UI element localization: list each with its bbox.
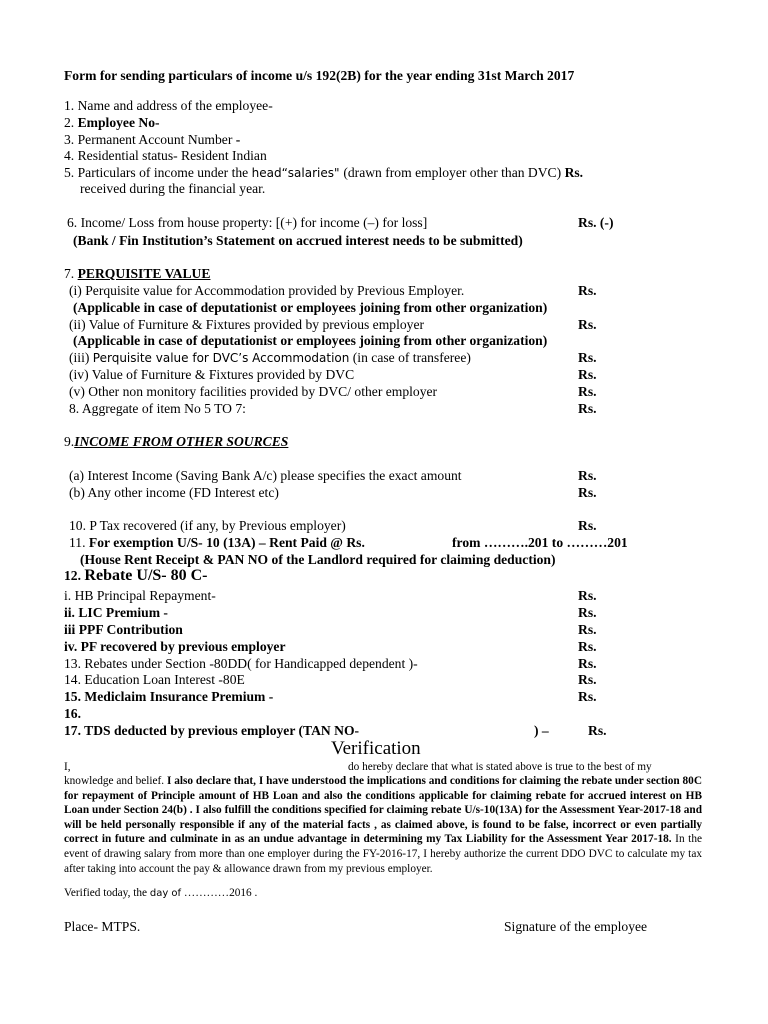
item-8-aggregate: 8. Aggregate of item No 5 TO 7:: [69, 401, 246, 416]
perquisite-ii-note: (Applicable in case of deputationist or employees joining from other organization): [73, 333, 548, 348]
item-3-label: 3. Permanent Account Number: [64, 132, 233, 147]
item-11-number: 11.: [69, 535, 86, 550]
place: Place- MTPS.: [64, 919, 141, 934]
item-15-rs: Rs.: [578, 689, 597, 704]
form-title: Form for sending particulars of income u/s 192(2B) for the year ending 31st March 2017: [64, 68, 575, 83]
perquisite-iii-label: Perquisite value for DVC’s Accommodation: [92, 351, 350, 365]
item-17-tds: 17. TDS deducted by previous employer (TAN NO-: [64, 723, 360, 738]
rebate-ii: ii. LIC Premium -: [64, 605, 168, 620]
item-5-rs: Rs.: [564, 165, 584, 180]
rebate-iv: iv. PF recovered by previous employer: [64, 639, 286, 654]
item-1-name-address: 1. Name and address of the employee-: [64, 98, 273, 113]
item-11-hra: [69, 535, 365, 551]
rebate-iv-rs: Rs.: [578, 639, 597, 654]
item-15-mediclaim: 15. Mediclaim Insurance Premium -: [64, 689, 274, 704]
item-2-number: 2.: [64, 115, 75, 130]
rebate-i-rs: Rs.: [578, 588, 597, 603]
item-17-end: ) –: [534, 723, 549, 738]
rebate-i: i. HB Principal Repayment-: [64, 588, 216, 603]
item-4-residential-status: 4. Residential status- Resident Indian: [64, 148, 267, 163]
item-6-rs: Rs. (-): [578, 215, 614, 230]
item-11-period: from ……….201 to ………201: [452, 535, 628, 550]
item-3-pan: [64, 132, 240, 148]
item-7-title: PERQUISITE VALUE: [77, 266, 211, 281]
item-13-80dd: 13. Rebates under Section -80DD( for Handicapped dependent )-: [64, 656, 418, 671]
verification-i-label: I,: [64, 761, 71, 773]
perquisite-ii-rs: Rs.: [578, 317, 597, 332]
item-12-title: Rebate U/S- 80 C-: [84, 567, 208, 584]
item-7-number: 7.: [64, 266, 75, 281]
other-income-a-rs: Rs.: [578, 468, 597, 483]
other-income-b-rs: Rs.: [578, 485, 597, 500]
item-14-80e: 14. Education Loan Interest -80E: [64, 672, 245, 687]
other-income-b: (b) Any other income (FD Interest etc): [69, 485, 279, 500]
perquisite-i-note: (Applicable in case of deputationist or employees joining from other organization): [73, 300, 548, 315]
perquisite-iii: [69, 350, 471, 366]
verification-knowledge: knowledge and belief.: [64, 775, 165, 787]
rebate-iii-rs: Rs.: [578, 622, 597, 637]
perquisite-i: (i) Perquisite value for Accommodation provided by Previous Employer.: [69, 283, 465, 298]
perquisite-iv: (iv) Value of Furniture & Fixtures provided by DVC: [69, 367, 355, 382]
perquisite-v: (v) Other non monitory facilities provided by DVC/ other employer: [69, 384, 438, 399]
verified-today-line: [64, 886, 257, 901]
item-16: 16.: [64, 706, 81, 721]
rebate-ii-rs: Rs.: [578, 605, 597, 620]
verified-day-of: day of: [149, 888, 182, 899]
perquisite-iii-num: (iii): [69, 350, 90, 365]
perquisite-iv-rs: Rs.: [578, 367, 597, 382]
item-7-heading: [64, 266, 210, 282]
item-5-label-b: (drawn from employer other than DVC): [343, 165, 562, 180]
item-9-number: 9.: [64, 434, 75, 449]
verified-date: …………2016: [183, 887, 252, 899]
item-12-number: 12.: [64, 568, 81, 583]
item-5-continuation: received during the financial year.: [80, 181, 266, 196]
item-6-note: (Bank / Fin Institution’s Statement on accrued interest needs to be submitted): [73, 233, 523, 248]
item-2-label: Employee No-: [77, 115, 160, 130]
item-6-house-property: 6. Income/ Loss from house property: [(+) for income (–) for loss]: [67, 215, 428, 230]
item-5-label-mid: head“salaries": [251, 166, 344, 180]
item-13-rs: Rs.: [578, 656, 597, 671]
item-2-employee-no: [64, 115, 160, 131]
rebate-iii: iii PPF Contribution: [64, 622, 183, 637]
perquisite-i-rs: Rs.: [578, 283, 597, 298]
verification-heading: Verification: [331, 738, 421, 759]
perquisite-iii-rs: Rs.: [578, 350, 597, 365]
verified-today-label: Verified today, the: [64, 887, 148, 899]
signature-label: Signature of the employee: [504, 919, 648, 934]
item-5-label-a: 5. Particulars of income under the: [64, 165, 249, 180]
verification-body: [64, 774, 702, 876]
item-12-heading: [64, 568, 208, 584]
item-3-dash: -: [235, 132, 241, 147]
item-9-heading: [64, 434, 288, 450]
verification-declaration: I also declare that, I have understood the implications and conditions for claiming the rebate under section 80C for repayment of Principle amount of HB Loan and also the conditions applicable for claiming rebate for accrued interest on HB Loan under Section 24(b) . I also fulfill the conditions specified for claiming rebate U/s-10(13A) for the Assessment Year-2017-18 and will be held personally responsible if any of the material facts , as claimed above, is found to be false, incorrect or even partially correct in future and culminate in as an undue advantage in determining my Tax Liability for the Assessment Year 2017-18.: [64, 775, 702, 846]
other-income-a: (a) Interest Income (Saving Bank A/c) please specifies the exact amount: [69, 468, 462, 483]
item-11-label: For exemption U/S- 10 (13A) – Rent Paid @ Rs.: [88, 535, 365, 550]
perquisite-ii: (ii) Value of Furniture & Fixtures provided by previous employer: [69, 317, 425, 332]
item-10-p-tax: 10. P Tax recovered (if any, by Previous employer): [69, 518, 346, 533]
perquisite-v-rs: Rs.: [578, 384, 597, 399]
verification-line-1: do hereby declare that what is stated above is true to the best of my: [348, 761, 652, 773]
item-5-salary-income: [64, 165, 583, 181]
item-17-rs: Rs.: [588, 723, 607, 738]
item-14-rs: Rs.: [578, 672, 597, 687]
item-8-rs: Rs.: [578, 401, 597, 416]
verification-authorization: In the event of drawing salary from more than one employer during the FY-2016-17, I hereby authorize the current DDO DVC to calculate my tax after taking into account the pay & allowance drawn from my previous employer.: [64, 833, 702, 875]
perquisite-iii-suffix: (in case of transferee): [352, 350, 471, 365]
item-10-rs: Rs.: [578, 518, 597, 533]
item-9-title: INCOME FROM OTHER SOURCES: [74, 434, 289, 449]
verified-dot: .: [254, 887, 258, 899]
item-11-note: (House Rent Receipt & PAN NO of the Landlord required for claiming deduction): [80, 552, 556, 567]
